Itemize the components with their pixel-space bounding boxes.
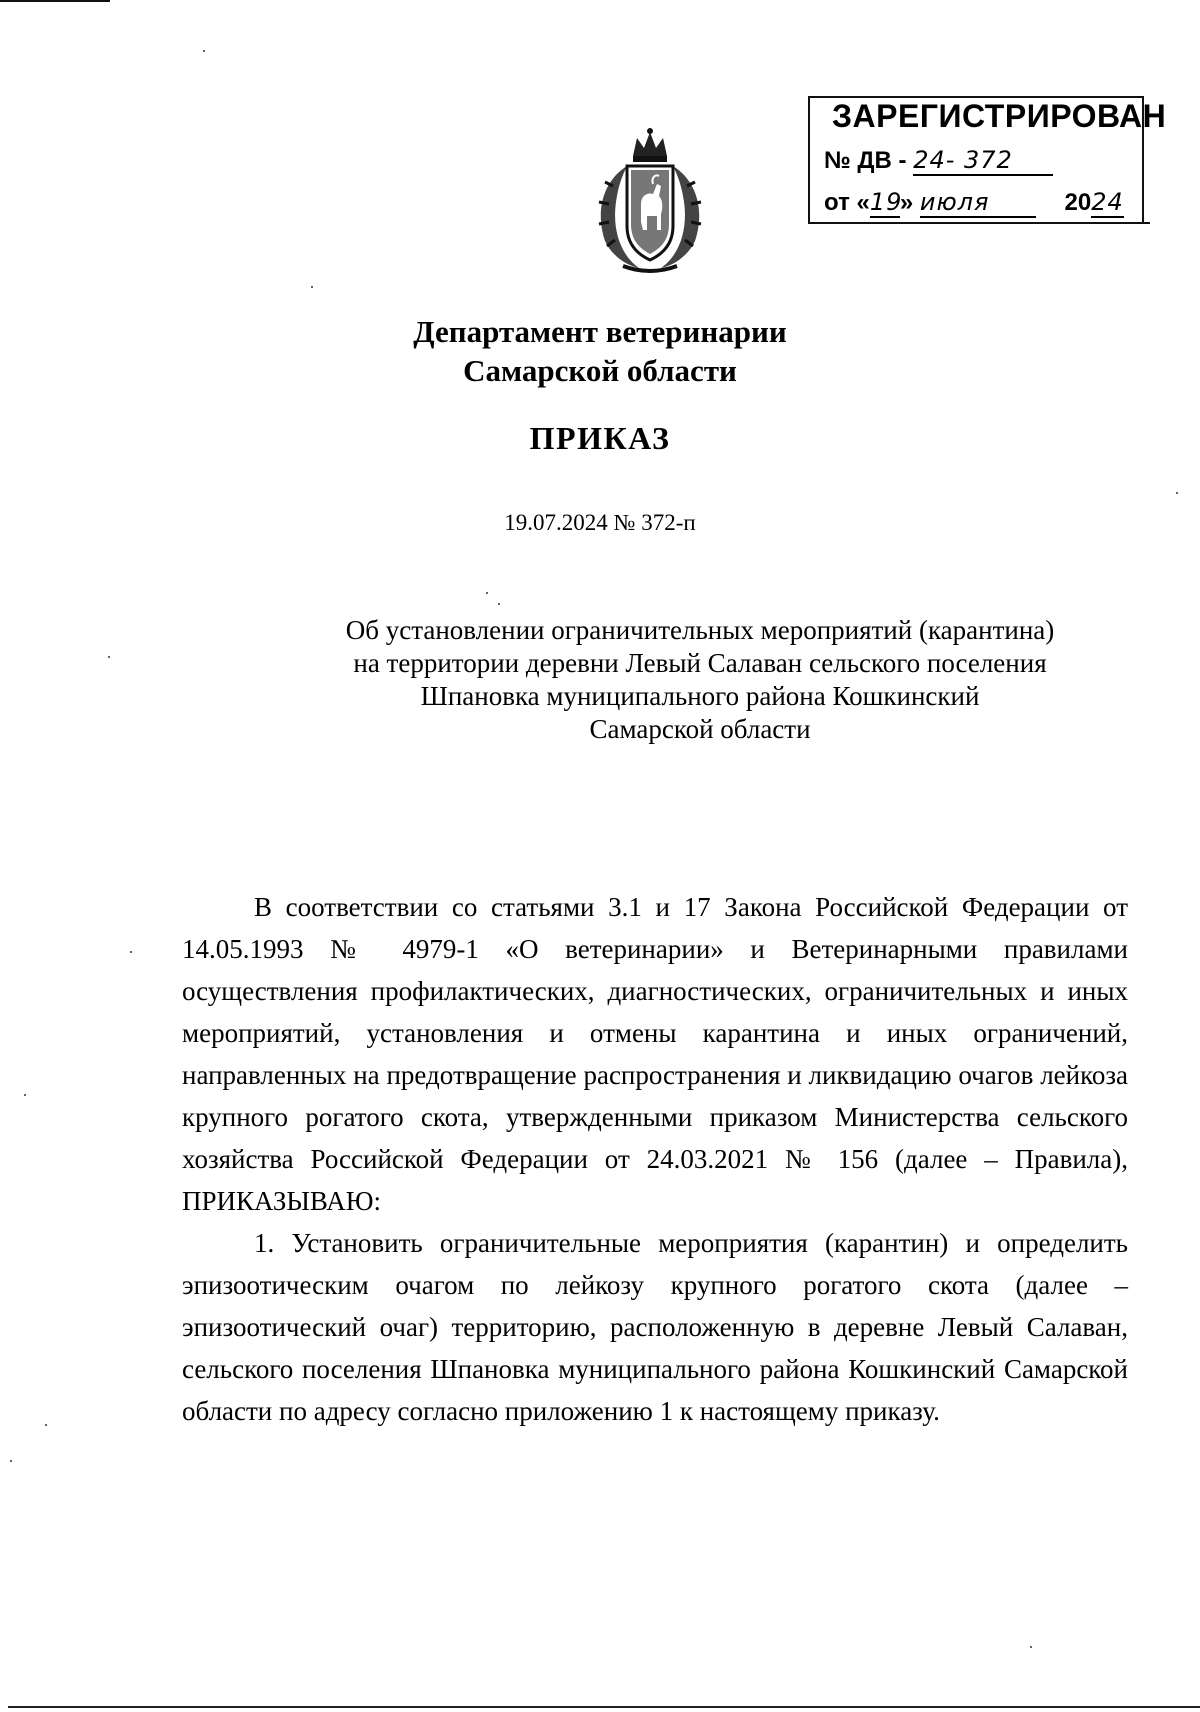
preamble-paragraph: В соответствии со статьями 3.1 и 17 Закона Российской Федерации от 14.05.1993 № 4979-1 «О ветеринарии» и Ветеринарными правилами осуществления профилактических, диагностических, ограничительных и иных мероприятий, установления и отмены карантина и иных ограничений, направленных на предотвращение распространения и ликвидацию очагов лейкоза крупного рогатого скота, утвержденными приказом Министерства сельского хозяйства Российской Федерации от 24.03.2021 № 156 (далее – Правила), ПРИКАЗЫВАЮ:	[182, 892, 1128, 1216]
scan-speck	[203, 50, 205, 52]
document-type: ПРИКАЗ	[529, 420, 671, 456]
document-subject	[300, 614, 1100, 746]
subject-line: Шпановка муниципального района Кошкинский	[420, 681, 980, 711]
subject-line: на территории деревни Левый Салаван сельского поселения	[353, 648, 1047, 678]
scan-speck	[1176, 492, 1178, 494]
stamp-border	[808, 98, 810, 222]
organization-name	[0, 312, 1200, 390]
scan-speck	[130, 951, 132, 953]
scan-edge-line	[0, 0, 110, 2]
stamp-date-prefix: от «	[824, 189, 870, 216]
stamp-day-handwritten: 19	[869, 188, 903, 216]
scan-speck	[24, 1094, 26, 1096]
stamp-number-row	[824, 146, 1053, 176]
stamp-month-handwritten: июля	[920, 188, 1036, 218]
document-date-number: 19.07.2024 № 372-п	[504, 510, 696, 535]
stamp-year-handwritten: 24	[1091, 188, 1124, 216]
stamp-date-mid: »	[899, 189, 914, 216]
samara-coat-of-arms-icon	[583, 126, 717, 274]
organization-name-line: Департамент ветеринарии	[413, 314, 787, 349]
scan-speck	[486, 592, 488, 594]
scan-speck	[108, 656, 110, 658]
scan-speck	[311, 286, 313, 288]
subject-line: Самарской области	[589, 714, 811, 744]
stamp-date-row	[824, 188, 1124, 218]
stamp-title: ЗАРЕГИСТРИРОВАН	[832, 98, 1167, 134]
organization-name-line: Самарской области	[463, 353, 737, 388]
scan-edge-line	[8, 1706, 1200, 1708]
stamp-year-printed: 20	[1064, 189, 1092, 216]
scan-speck	[498, 603, 500, 605]
scan-speck	[10, 1460, 12, 1462]
subject-line: Об установлении ограничительных мероприятий (карантина)	[345, 615, 1055, 645]
registration-stamp	[808, 90, 1167, 232]
order-item-1: 1. Установить ограничительные мероприятия (карантин) и определить эпизоотическим очагом по лейкозу крупного рогатого скота (далее – эпизоотический очаг) территорию, расположенную в деревне Левый Салаван, сельского поселения Шпановка муниципального района Кошкинский Самарской области по адресу согласно приложению 1 к настоящему приказу.	[182, 1228, 1128, 1426]
stamp-border	[808, 222, 1150, 224]
scan-speck	[1030, 1646, 1032, 1648]
scan-speck	[45, 1424, 47, 1426]
document-body	[182, 886, 1128, 1432]
stamp-number-handwritten: 24- 372	[913, 146, 1053, 176]
stamp-number-prefix: № ДВ -	[824, 147, 907, 174]
